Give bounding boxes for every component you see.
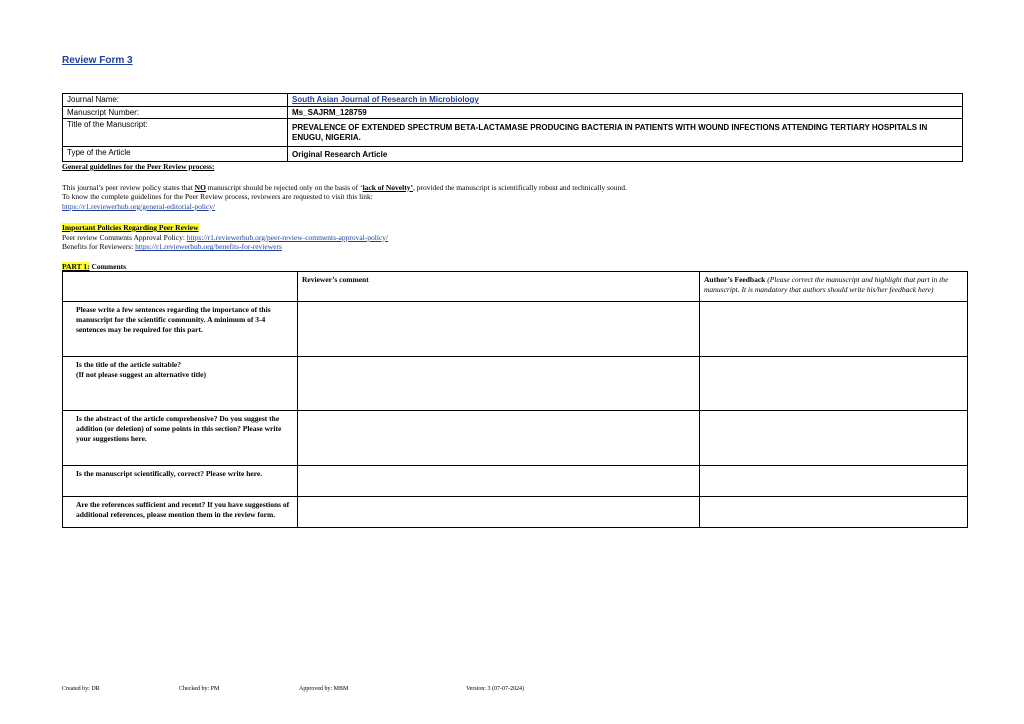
benefits-line: Benefits for Reviewers: https://r1.reviewerhub.org/benefits-for-reviewers: [62, 242, 282, 252]
author-feedback-cell[interactable]: [700, 497, 968, 528]
policies-heading: Important Policies Regarding Peer Review: [62, 223, 199, 232]
form-title: Review Form 3: [62, 55, 133, 66]
question-text: Please write a few sentences regarding the importance of this manuscript for the scientific community. A minimum of 3-4 sentences may be required for this part.: [63, 302, 298, 357]
question-text: Is the abstract of the article comprehensive? Do you suggest the addition (or deletion) of some points in this section? Please write your suggestions here.: [63, 411, 298, 466]
comments-header-row: [63, 272, 968, 302]
no-emphasis: NO: [194, 182, 206, 192]
general-guidelines: [62, 162, 962, 211]
footer-version: Version: 3 (07-07-2024): [466, 686, 524, 692]
approval-policy-line: Peer review Comments Approval Policy: https://r1.reviewerhub.org/peer-review-comments-approval-policy/: [62, 232, 389, 242]
part1-title: Comments: [89, 262, 127, 271]
info-row-manuscript-number: [63, 106, 963, 119]
footer-approved-by: Approved by: MBM: [299, 686, 349, 692]
question-row: [63, 411, 968, 466]
author-feedback-cell[interactable]: [700, 357, 968, 411]
question-text: Is the manuscript scientifically, correct? Please write here.: [63, 466, 298, 497]
reviewer-comment-header: Reviewer’s comment: [298, 272, 700, 302]
info-label: Journal Name:: [63, 94, 288, 107]
approval-policy-link[interactable]: https://r1.reviewerhub.org/peer-review-comments-approval-policy/: [186, 232, 389, 242]
info-value: Original Research Article: [288, 147, 963, 162]
author-feedback-header: Author’s Feedback (Please correct the manuscript and highlight that part in the manuscript. It is mandatory that authors should write his/her feedback here): [700, 272, 968, 302]
question-text: Is the title of the article suitable? (If not please suggest an alternative title): [63, 357, 298, 411]
info-row-article-type: [63, 147, 963, 162]
question-row: [63, 466, 968, 497]
question-row: [63, 302, 968, 357]
author-feedback-cell[interactable]: [700, 411, 968, 466]
info-label: Title of the Manuscript:: [63, 119, 288, 147]
info-value: PREVALENCE OF EXTENDED SPECTRUM BETA-LACTAMASE PRODUCING BACTERIA IN PATIENTS WITH WOUND INFECTIONS ATTENDING TERTIARY HOSPITALS IN ENUGU, NIGERIA.: [288, 119, 963, 147]
info-value: [288, 94, 963, 107]
manuscript-info-table: [62, 93, 963, 162]
important-policies: [62, 223, 962, 252]
question-text: Are the references sufficient and recent? If you have suggestions of additional references, please mention them in the review form.: [63, 497, 298, 528]
reviewer-comment-cell[interactable]: [298, 497, 700, 528]
guidelines-paragraph-2: To know the complete guidelines for the Peer Review process, reviewers are requested to visit this link:: [62, 192, 373, 202]
journal-name-link[interactable]: South Asian Journal of Research in Microbiology: [292, 95, 479, 104]
editorial-policy-link[interactable]: https://r1.reviewerhub.org/general-editorial-policy/: [62, 201, 216, 211]
reviewer-comment-cell[interactable]: [298, 357, 700, 411]
benefits-link[interactable]: https://r1.reviewerhub.org/benefits-for-reviewers: [135, 242, 282, 252]
reviewer-comment-cell[interactable]: [298, 411, 700, 466]
footer-created-by: Created by: DR: [62, 686, 100, 692]
info-value: Ms_SAJRM_128759: [288, 106, 963, 119]
info-row-journal: [63, 94, 963, 107]
info-label: Type of the Article: [63, 147, 288, 162]
info-label: Manuscript Number:: [63, 106, 288, 119]
reviewer-comment-cell[interactable]: [298, 466, 700, 497]
reviewer-comment-cell[interactable]: [298, 302, 700, 357]
author-feedback-cell[interactable]: [700, 466, 968, 497]
header-empty-cell: [63, 272, 298, 302]
author-feedback-cell[interactable]: [700, 302, 968, 357]
lack-of-novelty-emphasis: lack of Novelty’: [362, 182, 413, 192]
info-row-title: [63, 119, 963, 147]
part1-label: PART 1:: [62, 262, 90, 271]
comments-table: [62, 271, 968, 528]
guidelines-heading: General guidelines for the Peer Review process:: [62, 162, 215, 171]
footer-checked-by: Checked by: PM: [179, 686, 220, 692]
question-row: [63, 497, 968, 528]
question-row: [63, 357, 968, 411]
guidelines-paragraph: This journal’s peer review policy states that NO manuscript should be rejected only on the basis of ‘lack of Novelty’, provided the manuscript is scientifically robust and technically sound.: [62, 182, 627, 192]
